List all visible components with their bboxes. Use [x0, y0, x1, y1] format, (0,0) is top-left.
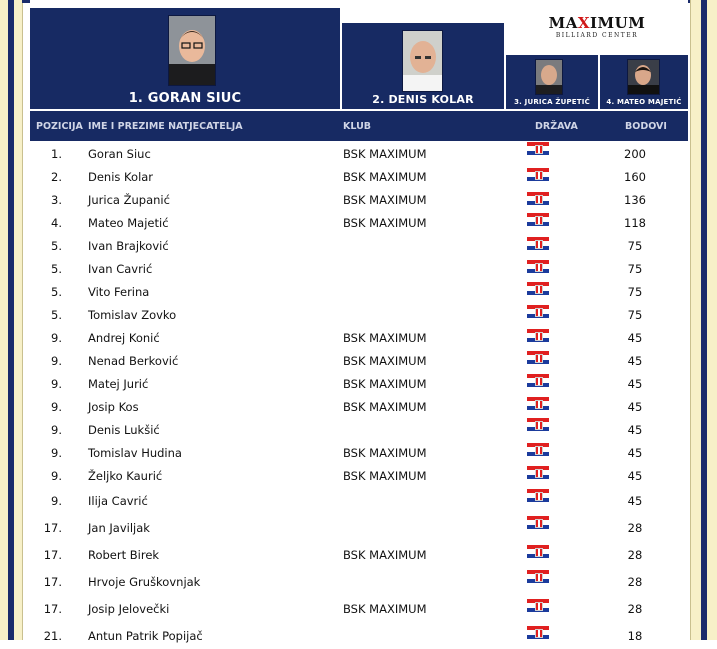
- table-row: [30, 400, 688, 420]
- row-player-name: Andrej Konić: [88, 331, 160, 345]
- row-player-name: Josip Kos: [88, 400, 139, 414]
- row-player-name: Željko Kaurić: [88, 469, 163, 483]
- row-position: 9.: [51, 400, 62, 414]
- row-club: BSK MAXIMUM: [343, 170, 427, 184]
- table-row: [30, 308, 688, 328]
- row-points: 45: [627, 446, 643, 460]
- row-club: BSK MAXIMUM: [343, 602, 427, 616]
- row-points: 28: [627, 521, 643, 535]
- row-position: 9.: [51, 423, 62, 437]
- row-club: BSK MAXIMUM: [343, 377, 427, 391]
- row-club: BSK MAXIMUM: [343, 193, 427, 207]
- row-points: 200: [624, 147, 646, 161]
- right-frame-border: [690, 0, 717, 640]
- croatia-flag-icon: [527, 213, 549, 226]
- table-row: [30, 446, 688, 466]
- player-photo-avatar: [535, 59, 563, 95]
- row-player-name: Vito Ferina: [88, 285, 150, 299]
- croatia-flag-icon: [527, 397, 549, 410]
- row-position: 17.: [43, 602, 62, 616]
- row-player-name: Jurica Županić: [88, 193, 170, 207]
- table-row: [30, 494, 688, 514]
- croatia-flag-icon: [527, 489, 549, 502]
- croatia-flag-icon: [527, 545, 549, 558]
- croatia-flag-icon: [527, 516, 549, 529]
- row-player-name: Antun Patrik Popijač: [88, 629, 203, 643]
- table-row: [30, 331, 688, 351]
- row-position: 3.: [51, 193, 62, 207]
- row-points: 45: [627, 354, 643, 368]
- croatia-flag-icon: [527, 282, 549, 295]
- row-position: 9.: [51, 469, 62, 483]
- row-points: 75: [627, 285, 643, 299]
- row-player-name: Goran Siuc: [88, 147, 151, 161]
- table-row: [30, 521, 688, 541]
- row-position: 4.: [51, 216, 62, 230]
- row-position: 17.: [43, 521, 62, 535]
- row-position: 5.: [51, 308, 62, 322]
- croatia-flag-icon: [527, 237, 549, 250]
- croatia-flag-icon: [527, 142, 549, 155]
- logo-subtitle: BILLIARD CENTER: [555, 32, 639, 39]
- croatia-flag-icon: [527, 305, 549, 318]
- header-club: KLUB: [343, 121, 372, 132]
- row-player-name: Hrvoje Gruškovnjak: [88, 575, 201, 589]
- logo-text-part: IMUM: [590, 14, 646, 32]
- table-row: [30, 262, 688, 282]
- row-position: 5.: [51, 239, 62, 253]
- row-points: 18: [627, 629, 643, 643]
- row-player-name: Matej Jurić: [88, 377, 149, 391]
- podium-first-place: [30, 8, 340, 109]
- table-row: [30, 239, 688, 259]
- table-row: [30, 216, 688, 236]
- row-club: BSK MAXIMUM: [343, 446, 427, 460]
- row-points: 118: [624, 216, 646, 230]
- row-player-name: Robert Birek: [88, 548, 160, 562]
- croatia-flag-icon: [527, 168, 549, 181]
- header-country: DRŽAVA: [535, 121, 578, 132]
- row-position: 9.: [51, 354, 62, 368]
- table-row: [30, 548, 688, 568]
- podium-header: [30, 8, 688, 109]
- player-photo-avatar: [402, 30, 443, 92]
- row-club: BSK MAXIMUM: [343, 548, 427, 562]
- row-player-name: Denis Kolar: [88, 170, 154, 184]
- row-points: 45: [627, 331, 643, 345]
- row-club: BSK MAXIMUM: [343, 354, 427, 368]
- table-row: [30, 193, 688, 213]
- row-position: 9.: [51, 494, 62, 508]
- croatia-flag-icon: [527, 192, 549, 205]
- table-row: [30, 469, 688, 489]
- table-row: [30, 285, 688, 305]
- table-row: [30, 575, 688, 595]
- row-position: 17.: [43, 575, 62, 589]
- table-row: [30, 354, 688, 374]
- row-points: 45: [627, 494, 643, 508]
- row-position: 5.: [51, 262, 62, 276]
- row-player-name: Ivan Brajković: [88, 239, 169, 253]
- player-photo-avatar: [168, 15, 216, 86]
- croatia-flag-icon: [527, 374, 549, 387]
- podium-first-label: 1. GORAN SIUC: [128, 91, 242, 106]
- row-points: 28: [627, 602, 643, 616]
- table-row: [30, 629, 688, 649]
- croatia-flag-icon: [527, 260, 549, 273]
- maximum-billiard-logo: [506, 8, 688, 52]
- table-header: [30, 111, 688, 141]
- row-points: 28: [627, 548, 643, 562]
- row-points: 160: [624, 170, 646, 184]
- croatia-flag-icon: [527, 329, 549, 342]
- row-player-name: Ilija Cavrić: [88, 494, 148, 508]
- row-player-name: Tomislav Zovko: [88, 308, 177, 322]
- table-row: [30, 423, 688, 443]
- header-position: POZICIJA: [36, 121, 83, 132]
- left-frame-border: [0, 0, 23, 640]
- row-points: 75: [627, 262, 643, 276]
- table-row: [30, 602, 688, 622]
- row-points: 136: [624, 193, 646, 207]
- podium-fourth-place: [600, 55, 688, 109]
- row-position: 1.: [51, 147, 62, 161]
- header-name: IME I PREZIME NATJECATELJA: [88, 121, 243, 132]
- row-position: 9.: [51, 377, 62, 391]
- row-club: BSK MAXIMUM: [343, 469, 427, 483]
- logo-text-part: MA: [548, 14, 578, 32]
- podium-second-label: 2. DENIS KOLAR: [372, 93, 474, 106]
- row-club: BSK MAXIMUM: [343, 216, 427, 230]
- row-position: 9.: [51, 446, 62, 460]
- row-position: 17.: [43, 548, 62, 562]
- row-club: BSK MAXIMUM: [343, 331, 427, 345]
- table-row: [30, 170, 688, 190]
- row-position: 2.: [51, 170, 62, 184]
- croatia-flag-icon: [527, 466, 549, 479]
- podium-second-place: [342, 23, 504, 109]
- row-position: 21.: [43, 629, 62, 643]
- row-points: 45: [627, 400, 643, 414]
- table-row: [30, 377, 688, 397]
- row-player-name: Jan Javiljak: [88, 521, 150, 535]
- croatia-flag-icon: [527, 599, 549, 612]
- row-player-name: Nenad Berković: [88, 354, 179, 368]
- row-points: 28: [627, 575, 643, 589]
- row-player-name: Denis Lukšić: [88, 423, 160, 437]
- croatia-flag-icon: [527, 351, 549, 364]
- row-points: 45: [627, 423, 643, 437]
- podium-fourth-label: 4. MATEO MAJETIĆ: [606, 98, 682, 106]
- row-points: 45: [627, 469, 643, 483]
- row-club: BSK MAXIMUM: [343, 147, 427, 161]
- ranking-content: [30, 0, 688, 643]
- header-points: BODOVI: [625, 121, 667, 132]
- croatia-flag-icon: [527, 626, 549, 639]
- row-club: BSK MAXIMUM: [343, 400, 427, 414]
- row-player-name: Ivan Cavrić: [88, 262, 153, 276]
- row-points: 75: [627, 239, 643, 253]
- croatia-flag-icon: [527, 418, 549, 431]
- row-player-name: Mateo Majetić: [88, 216, 169, 230]
- row-position: 5.: [51, 285, 62, 299]
- player-photo-avatar: [627, 59, 660, 95]
- row-points: 45: [627, 377, 643, 391]
- podium-third-place: [506, 55, 598, 109]
- croatia-flag-icon: [527, 570, 549, 583]
- row-position: 9.: [51, 331, 62, 345]
- podium-third-label: 3. JURICA ŽUPETIĆ: [514, 98, 590, 106]
- row-player-name: Tomislav Hudina: [88, 446, 182, 460]
- logo-text-x: X: [577, 14, 591, 32]
- row-player-name: Josip Jelovečki: [88, 602, 170, 616]
- croatia-flag-icon: [527, 443, 549, 456]
- table-row: [30, 147, 688, 167]
- row-points: 75: [627, 308, 643, 322]
